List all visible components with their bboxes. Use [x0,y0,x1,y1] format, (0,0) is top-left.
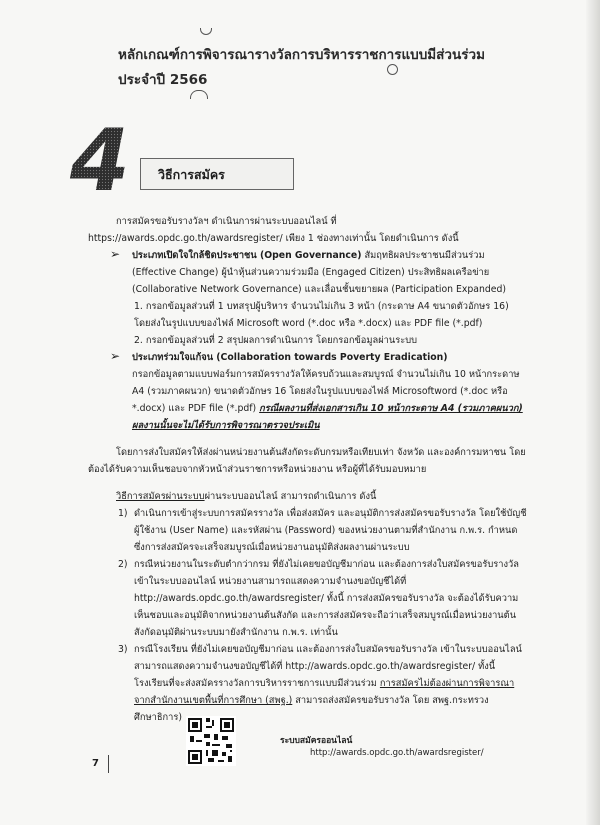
list-item: 2. กรอกข้อมูลส่วนที่ 2 สรุปผลการดำเนินการ โดยกรอกข้อมูลผ่านระบบ [134,335,418,346]
scan-mark [190,90,208,99]
arrow-bullet-icon: ➢ [110,349,121,363]
section-number-graphic [68,118,148,198]
step-item: 3) กรณีโรงเรียน ที่ยังไม่เคยขอบัญชีมาก่อน และต้องการส่งใบสมัครขอรับรางวัล เข้าในระบบออนไลน์ สามารถแสดงความจำนงขอบัญชีได้ที่ http://awards.opdc.go.th/awardsregister/ ทั้งนี้ โรงเรียนที่จะส่งสมัครรางวัลการบริหารราชการแบบมีส่วนร่วม การสมัครไม่ต้องผ่านการพิจารณาจากสำนักงานเขตพื้นที่การศึกษา (สพฐ.) สามารถส่งสมัครขอรับรางวัล โดย สพฐ.กระทรวงศึกษาธิการ) [118,644,522,723]
scan-mark [200,28,212,35]
warning-text: กรณีผลงานที่ส่งเอกสารเกิน 10 หน้ากระดาษ A4 (รวมภาคผนวก) ผลงานนั้นจะไม่ได้รับการพิจารณาตรวจประเมิน [132,403,523,431]
bullet-text: กรอกข้อมูลตามแบบฟอร์มการสมัครรางวัลให้ครบถ้วนและสมบูรณ์ จำนวนไม่เกิน 10 หน้ากระดาษ A4 (รวมภาคผนวก) ขนาดตัวอักษร 16 โดยส่งในรูปแบบของไฟล์ Microsoftword (*.doc หรือ *.docx) และ PDF file (*.pdf) [132,369,520,414]
page-number-divider [108,755,109,773]
step-text: กรณีหน่วยงานในระดับตำกว่ากรม ที่ยังไม่เคยขอบัญชีมาก่อน และต้องการส่งใบสมัครขอรับรางวัล เข้าในระบบออนไลน์ หน่วยงานสามารถแสดงความจำนงขอบัญชีได้ที่ http://awards.opdc.go.th/awardsregister/ ทั้งนี้ การส่งสมัครขอรับรางวัล จะต้องได้รับความเห็นชอบและอนุมัติจากหน่วยงานต้นสังกัด และการส่งสมัครจะถือว่าเสร็จสมบูรณ์เมื่อหน่วยงานต้นสังกัดอนุมัติผ่านระบบมายังสำนักงาน ก.พ.ร. เท่านั้น [134,559,519,638]
section-title: วิธีการสมัคร [158,167,225,182]
submission-note: โดยการส่งใบสมัครให้ส่งผ่านหน่วยงานต้นสังกัดระดับกรมหรือเทียบเท่า จังหวัด และองค์การมหาชน โดยต้องได้รับความเห็นชอบจากหัวหน้าส่วนราชการหรือหน่วยงาน หรือผู้ที่ได้รับมอบหมาย [88,447,526,475]
document-body [88,213,528,726]
qr-url-link[interactable]: http://awards.opdc.go.th/awardsregister/ [310,748,484,758]
bullet-text: สัมฤทธิผลประชาชนมีส่วนร่วม (Effective Change) ผู้นำหุ้นส่วนความร่วมมือ (Engaged Citizen) ประสิทธิผลเครือข่าย (Collaborative Network Governance) และเลื่อนชั้นขยายผล (Participation Expanded) [132,250,506,295]
section-number: 4 [70,118,130,198]
steps-heading-underlined: วิธีการสมัครผ่านระบบ [116,491,205,502]
bullet-text-block [88,366,528,434]
qr-caption: ระบบสมัครออนไลน์ [280,736,353,746]
document-header-year: ประจำปี 2566 [118,72,208,88]
bullet-open-governance [88,247,528,298]
steps-heading-rest: ผ่านระบบออนไลน์ สามารถดำเนินการ ดังนี้ [204,491,377,502]
page-number: 7 [92,758,99,769]
step-text-underlined: การสมัครไม่ต้องผ่านการพิจารณาจากสำนักงานเขตพื้นที่การศึกษา (สพฐ.) [134,678,515,706]
step-item: 1) ดำเนินการเข้าสู่ระบบการสมัครรางวัล เพื่อส่งสมัคร และอนุมัติการส่งสมัครขอรับรางวัล โดยใช้บัญชีผู้ใช้งาน (User Name) และรหัสผ่าน (Password) ของหน่วยงานตามที่สำนักงาน ก.พ.ร. กำหนด ซึ่งการส่งสมัครจะเสร็จสมบูรณ์เมื่อหน่วยงานอนุมัติส่งผลงานผ่านระบบ [118,508,527,553]
page-edge-shadow [586,0,600,825]
bullet-heading: ประเภทเปิดใจใกล้ชิดประชาชน (Open Governance) [132,250,362,261]
bullet-poverty-eradication [88,349,528,366]
qr-code[interactable] [186,716,236,766]
scan-mark [387,64,398,75]
step-text: ดำเนินการเข้าสู่ระบบการสมัครรางวัล เพื่อส่งสมัคร และอนุมัติการส่งสมัครขอรับรางวัล โดยใช้บัญชีผู้ใช้งาน (User Name) และรหัสผ่าน (Password) ของหน่วยงานตามที่สำนักงาน ก.พ.ร. กำหนด ซึ่งการส่งสมัครจะเสร็จสมบูรณ์เมื่อหน่วยงานอนุมัติส่งผลงานผ่านระบบ [134,508,527,553]
step-item: 2) กรณีหน่วยงานในระดับตำกว่ากรม ที่ยังไม่เคยขอบัญชีมาก่อน และต้องการส่งใบสมัครขอรับรางวัล เข้าในระบบออนไลน์ หน่วยงานสามารถแสดงความจำนงขอบัญชีได้ที่ http://awards.opdc.go.th/awardsregister/ ทั้งนี้ การส่งสมัครขอรับรางวัล จะต้องได้รับความเห็นชอบและอนุมัติจากหน่วยงานต้นสังกัด และการส่งสมัครจะถือว่าเสร็จสมบูรณ์เมื่อหน่วยงานต้นสังกัดอนุมัติผ่านระบบมายังสำนักงาน ก.พ.ร. เท่านั้น [118,559,519,638]
intro-paragraph: การสมัครขอรับรางวัลฯ ดำเนินการผ่านระบบออนไลน์ ที่ https://awards.opdc.go.th/awardsregister/ เพียง 1 ช่องทางเท่านั้น โดยดำเนินการ ดังนี้ [88,216,459,244]
document-header-title: หลักเกณฑ์การพิจารณารางวัลการบริหารราชการแบบมีส่วนร่วม [118,47,485,63]
step-text: สามารถส่งสมัครขอรับรางวัล โดย สพฐ.กระทรวงศึกษาธิการ) [134,695,489,723]
bullet-heading: ประเภทร่วมใจแก้จน (Collaboration towards Poverty Eradication) [132,352,448,363]
step-text: กรณีโรงเรียน ที่ยังไม่เคยขอบัญชีมาก่อน และต้องการส่งใบสมัครขอรับรางวัล เข้าในระบบออนไลน์ สามารถแสดงความจำนงขอบัญชีได้ที่ http://awards.opdc.go.th/awardsregister/ ทั้งนี้ โรงเรียนที่จะส่งสมัครรางวัลการบริหารราชการแบบมีส่วนร่วม [134,644,522,689]
arrow-bullet-icon: ➢ [110,247,121,261]
steps-heading [88,488,528,505]
list-item: 1. กรอกข้อมูลส่วนที่ 1 บทสรุปผู้บริหาร จำนวนไม่เกิน 3 หน้า (กระดาษ A4 ขนาดตัวอักษร 16) โดยส่งในรูปแบบของไฟล์ Microsoft word (*.doc หรือ *.docx) และ PDF file (*.pdf) [134,301,509,329]
